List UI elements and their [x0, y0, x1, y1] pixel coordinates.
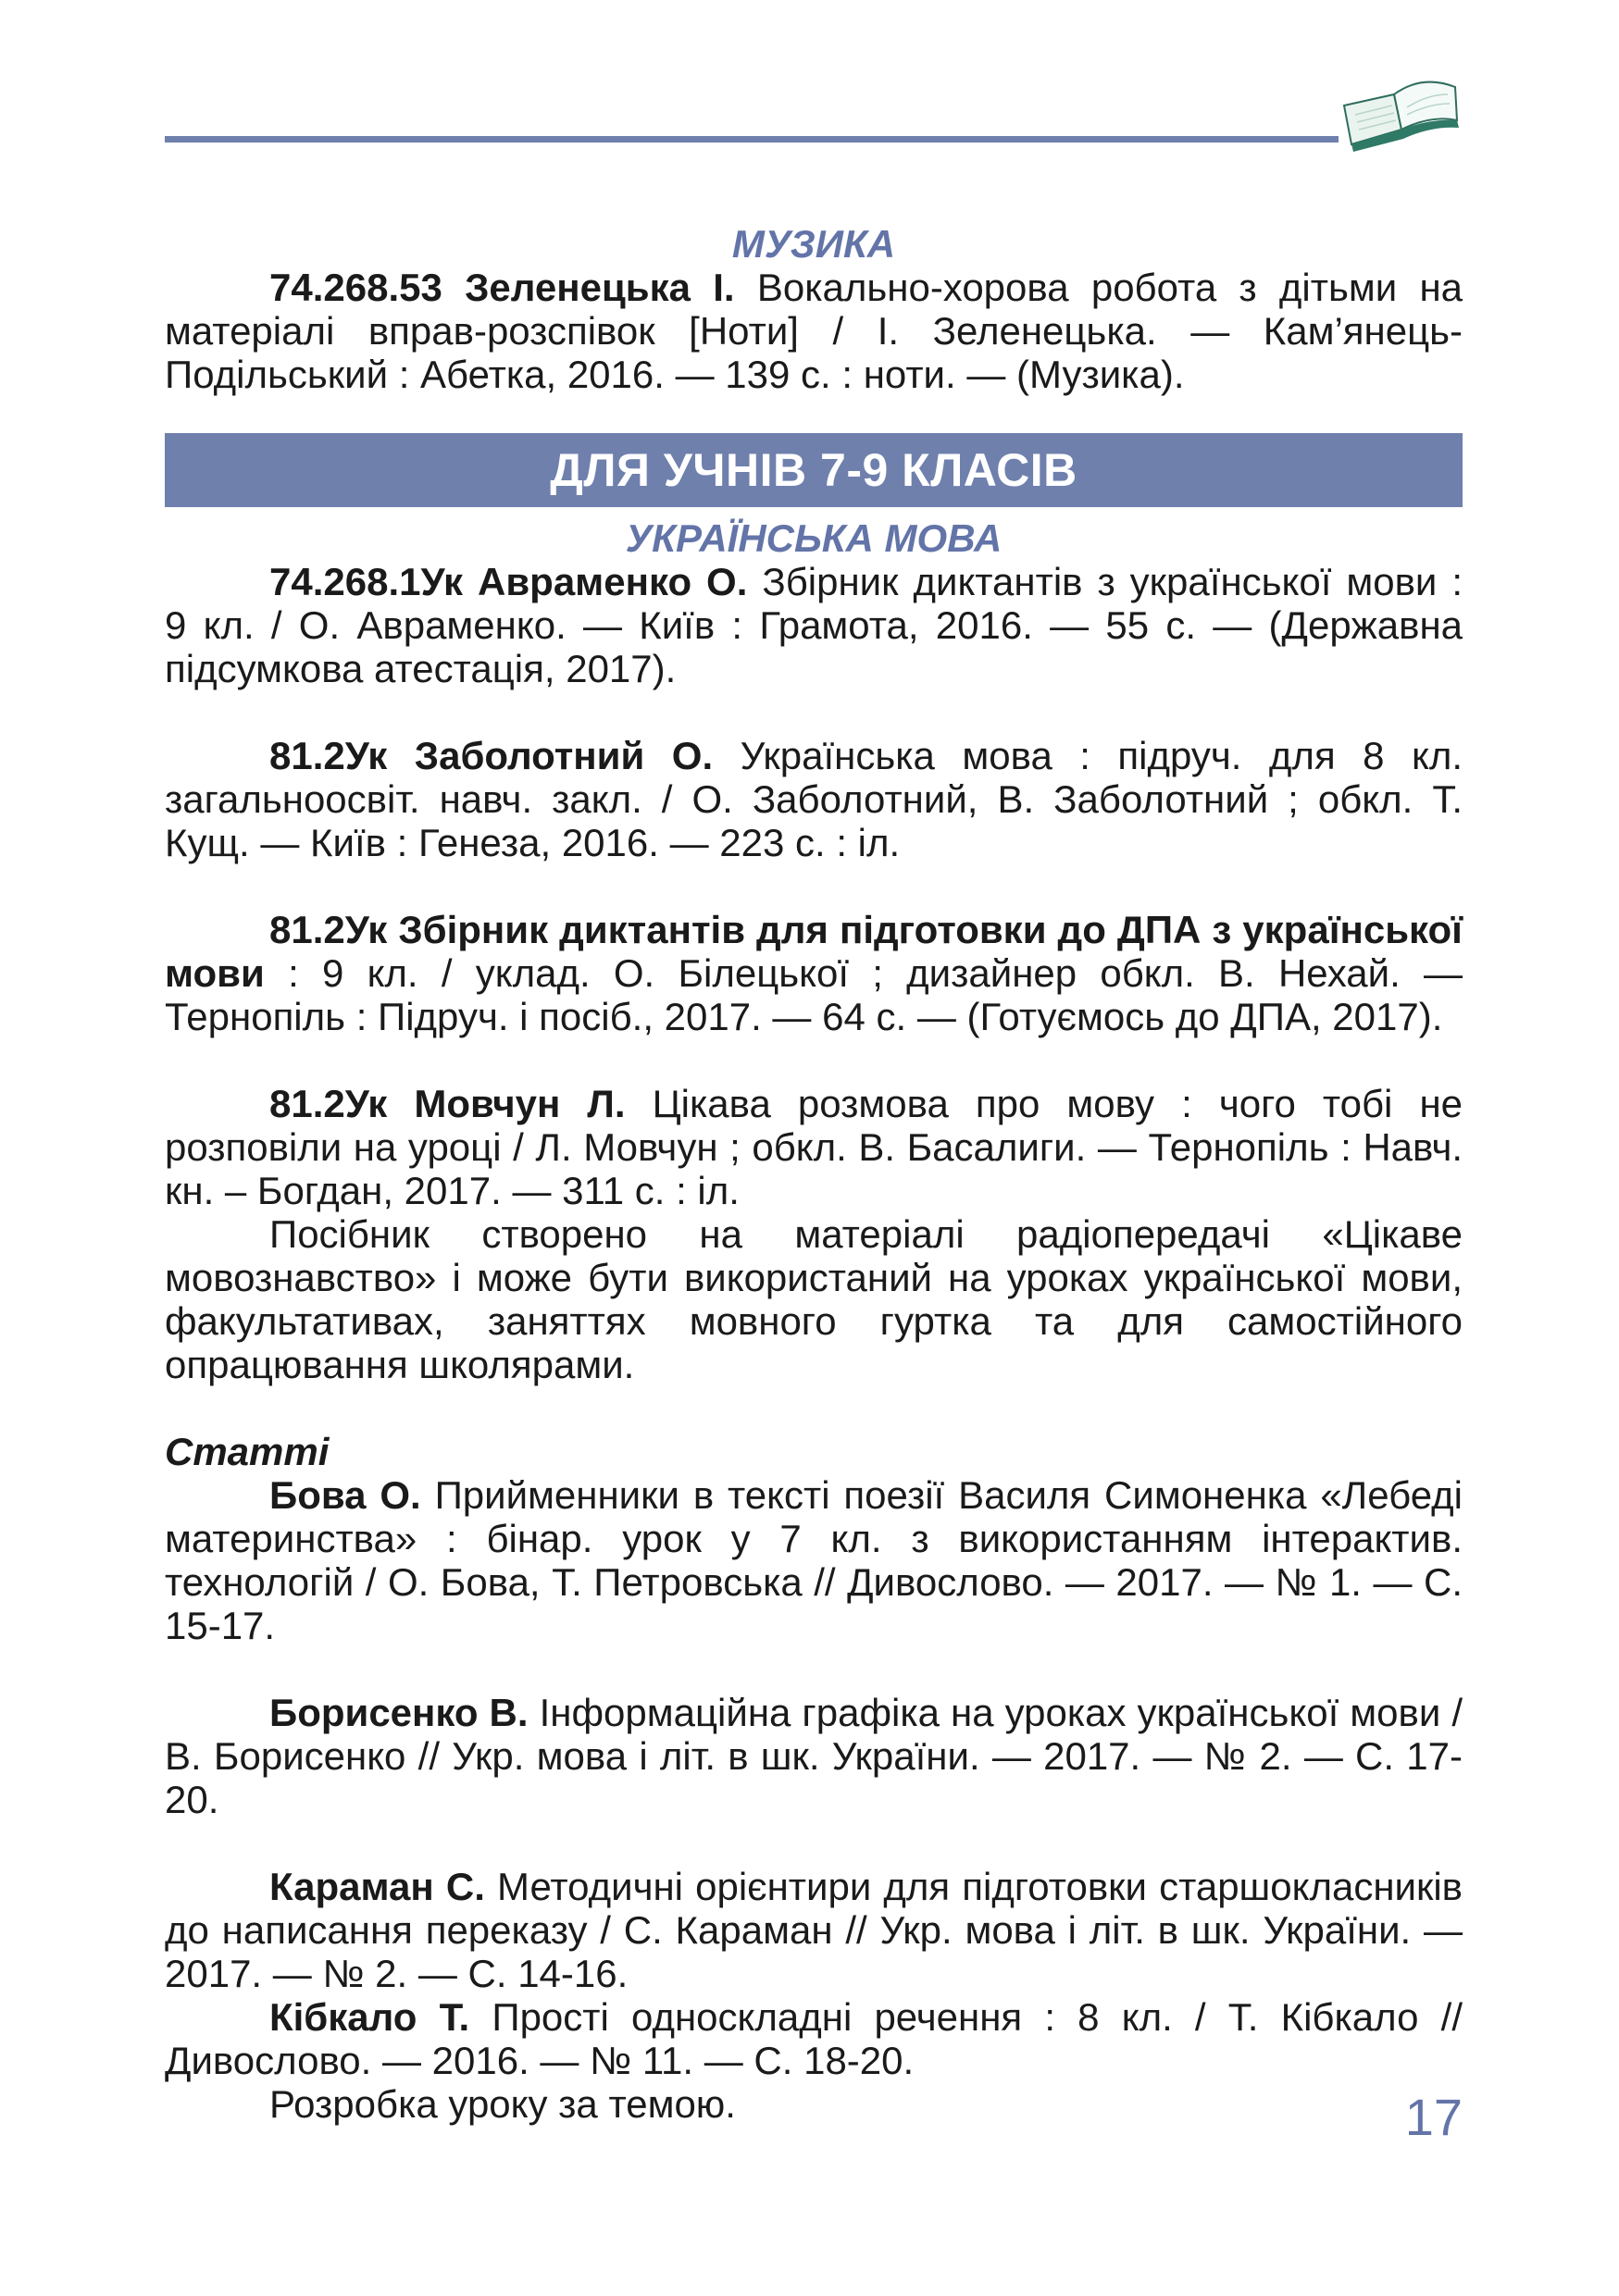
entry-code: 74.268.53: [269, 266, 442, 309]
entry-text: Збірник диктантів з української мови : 9 кл. / О. Авраменко. — Київ : Грамота, 2016. — 55 с. — (Державна підсумкова атестація, 2017).: [165, 560, 1463, 690]
bib-entry: [165, 1995, 1463, 2082]
open-book-icon: [1337, 67, 1466, 168]
bib-entry: [165, 1865, 1463, 1995]
entry-text: Українська мова : підруч. для 8 кл. загальноосвіт. навч. закл. / О. Заболотний, В. Заболотний ; обкл. Т. Кущ. — Київ : Генеза, 2016. — 223 с. : іл.: [165, 734, 1463, 864]
entry-author: Авраменко О.: [478, 560, 748, 603]
entry-author: Мовчун Л.: [414, 1082, 626, 1125]
subheading-articles: Статті: [165, 1430, 330, 1473]
entry-text: Методичні орієнтири для підготовки старшокласників до написання переказу / С. Караман // Укр. мова і літ. в шк. України. — 2017. — № 2. — С. 14-16.: [165, 1865, 1463, 1995]
annotation-text: Розробка уроку за темою.: [269, 2082, 736, 2126]
entry-author: Кібкало Т.: [269, 1995, 470, 2039]
entry-annotation: [165, 2082, 1463, 2126]
bib-entry: [165, 1473, 1463, 1647]
entry-author: Збірник диктантів для підготовки до ДПА з української мови: [165, 908, 1463, 995]
bib-entry: [165, 908, 1463, 1038]
entry-code: 81.2Ук: [269, 908, 388, 951]
bib-entry: [165, 734, 1463, 864]
bib-entry: [165, 266, 1463, 396]
section-title-ukrainian: УКРАЇНСЬКА МОВА: [625, 516, 1003, 560]
entry-annotation: [165, 1212, 1463, 1386]
bib-entry: [165, 560, 1463, 690]
entry-code: 81.2Ук: [269, 734, 388, 777]
annotation-text: Посібник створено на матеріалі радіопередачі «Цікаве мовознавство» і може бути використаний на уроках української мови, факультативах, заняттях мовного гуртка та для самостійного опрацювання школярами.: [165, 1212, 1463, 1386]
bib-entry: [165, 1082, 1463, 1212]
entry-code: 81.2Ук: [269, 1082, 388, 1125]
entry-author: Караман С.: [269, 1865, 485, 1908]
grade-banner: ДЛЯ УЧНІВ 7-9 КЛАСІВ: [165, 433, 1463, 507]
entry-text: Інформаційна графіка на уроках української мови / В. Борисенко // Укр. мова і літ. в шк. України. — 2017. — № 2. — С. 17-20.: [165, 1691, 1463, 1821]
section-title-music: МУЗИКА: [731, 222, 896, 266]
entry-text: Прийменники в тексті поезії Василя Симоненка «Лебеді материнства» : бінар. урок у 7 кл. з використанням інтерактив. технологій / О. Бова, Т. Петровська // Дивослово. — 2017. — № 1. — С. 15-17.: [165, 1473, 1463, 1647]
entry-author: Бова О.: [269, 1473, 421, 1517]
bib-entry: [165, 1691, 1463, 1821]
page-number: 17: [1404, 2088, 1463, 2146]
entry-text: Прості односкладні речення : 8 кл. / Т. Кібкало // Дивослово. — 2016. — № 11. — С. 18-20.: [165, 1995, 1463, 2082]
page-content: [165, 222, 1463, 2126]
entry-code: 74.268.1Ук: [269, 560, 464, 603]
entry-author: Зеленецька І.: [465, 266, 735, 309]
header-rule: [165, 136, 1339, 143]
entry-author: Борисенко В.: [269, 1691, 529, 1734]
entry-text: Цікава розмова про мову : чого тобі не розповіли на уроці / Л. Мовчун ; обкл. В. Басалиги. — Тернопіль : Навч. кн. – Богдан, 2017. — 311 с. : іл.: [165, 1082, 1463, 1212]
entry-author: Заболотний О.: [414, 734, 714, 777]
entry-text: Вокально-хорова робота з дітьми на матеріалі вправ-розспівок [Ноти] / І. Зеленецька. — Кам’янець-Подільський : Абетка, 2016. — 139 с. : ноти. — (Музика).: [165, 266, 1463, 396]
entry-text: : 9 кл. / уклад. О. Білецької ; дизайнер обкл. В. Нехай. — Тернопіль : Підруч. і посіб., 2017. — 64 с. — (Готуємось до ДПА, 2017).: [165, 951, 1463, 1038]
